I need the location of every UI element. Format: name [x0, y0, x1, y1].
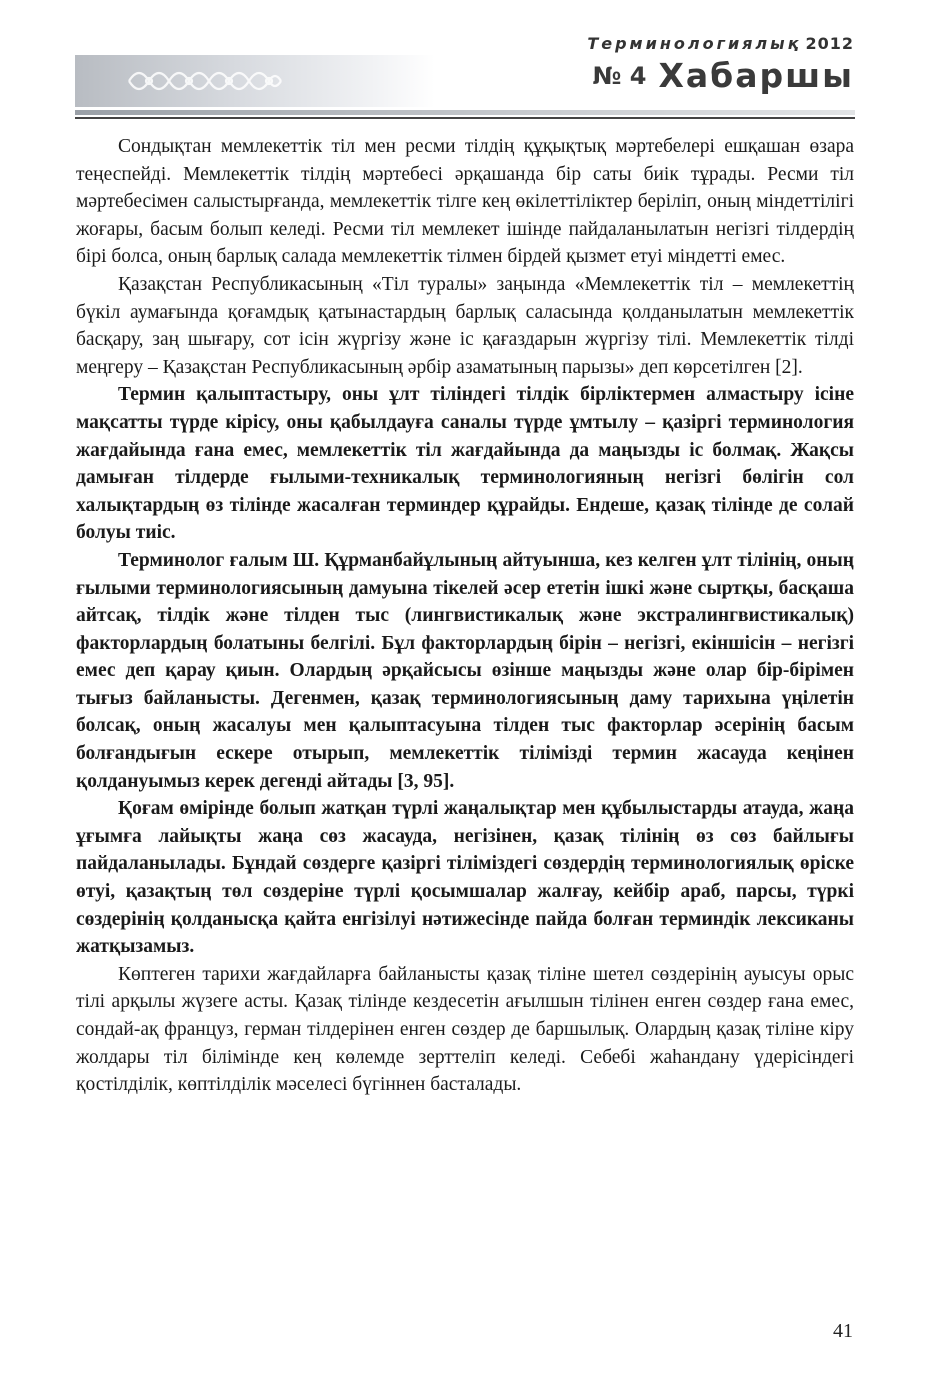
paragraph-bold: Термин қалыптастыру, оны ұлт тіліндегі тілдік бірліктермен алмастыру ісіне мақсатты түрде кірісу, оны қабылдауға саналы түрде ұмтылу – қазіргі терминология жағдайында ғана емес, мемлекеттік тіл жағдайында да маңызды іс болмақ. Жақсы дамыған тілдерде ғылыми-техникалық терминологияның негізгі бөлігін сол халықтардың өз тілінде жасалған терминдер құрайды. Ендеше, қазақ тілінде де солай болуы тиіс.	[76, 384, 854, 544]
article-body	[76, 133, 854, 1099]
header-rule-dark	[75, 117, 855, 119]
paragraph-bold: Терминолог ғалым Ш. Құрманбайұлының айтуынша, кез келген ұлт тілінің, оның ғылыми терминологиясының дамуына тікелей әсер ететін ішкі және сыртқы, басқаша айтсақ, тілдік және тілден тыс (лингвистикалық және экстралингвистикалық) факторлардың болатыны белгілі. Бұл факторлардың бірін – негізгі, екіншісін – негізгі емес деп қарау қиын. Олардың әрқайсысы өзінше маңызды және олар бір-бірімен тығыз байланысты. Дегенмен, қазақ терминологиясының даму тарихына үңілетін болсақ, оның жасалуы мен қалыптасуына тілден тыс факторлар әсерінің басым болғандығын ескере отырып, мемлекеттік тілімізді термин жасауда кеңінен қолдануымыз керек дегенді айтады [3, 95].	[76, 549, 854, 792]
journal-subtitle	[587, 34, 854, 53]
page-header	[0, 0, 946, 130]
paragraph: Көптеген тарихи жағдайларға байланысты қазақ тіліне шетел сөздерінің ауысуы орыс тілі арқылы жүзеге асты. Қазақ тілінде кездесетін ағылшын тілінен енген сөздер ғана емес, сондай-ақ француз, герман тілдерінен енген сөздер де баршылық. Олардың қазақ тіліне кіру жолдары тіл білімінде кең көлемде зерттеліп келеді. Себебі жаһандану үдерісіндегі қостілділік, көптілділік мәселесі бүгіннен басталады.	[76, 963, 854, 1096]
journal-name: Хабаршы	[658, 56, 854, 95]
issue-number: № 4	[592, 62, 647, 90]
ornament-pattern-icon	[125, 57, 285, 105]
journal-subtitle-text: Терминологиялық	[587, 34, 802, 53]
page-number: 41	[833, 1320, 853, 1342]
journal-year: 2012	[805, 34, 854, 53]
header-rule	[75, 110, 855, 115]
paragraph: Сондықтан мемлекеттік тіл мен ресми тілдің құқықтық мәртебелері ешқашан өзара теңеспейді. Мемлекеттік тілдің мәртебесі әрқашанда бір саты биік тұрады. Ресми тіл мәртебесімен салыстырғанда, мемлекеттік тілге кең өкілеттіліктер беріліп, оның міндеттілігі жоғары, басым болып келеді. Ресми тіл мемлекет ішінде пайдаланылатын негізгі тілдердің бірі болса, оның барлық салада мемлекеттік тілмен бірдей қызмет етуі міндетті емес.	[76, 136, 854, 268]
paragraph: Қазақстан Республикасының «Тіл туралы» заңында «Мемлекеттік тіл – мемлекеттің бүкіл аумағында қоғамдық қатынастардың барлық саласында қолданылатын мемлекеттік басқару, заң шығару, сот ісін жүргізу және іс қағаздарын жүргізу тілі. Мемлекеттік тілді меңгеру – Қазақстан Республикасының әрбір азаматының парызы» деп көрсетілген [2].	[76, 273, 854, 378]
ornament-band	[75, 55, 435, 107]
journal-title	[593, 56, 854, 95]
paragraph-bold: Қоғам өмірінде болып жатқан түрлі жаңалықтар мен құбылыстарды атауда, жаңа ұғымға лайықты жаңа сөз жасауда, негізінен, қазақ тілінің өз сөз байлығы пайдаланылады. Бұндай сөздерге қазіргі тіліміздегі сөздердің терминологиялық өріске өтуі, қазақтың төл сөздеріне түрлі қосымшалар жалғау, кейбір араб, парсы, түркі сөздерінің қолданысқа қайта енгізілуі нәтижесінде пайда болған терминдік лексиканы жатқызамыз.	[76, 798, 854, 958]
